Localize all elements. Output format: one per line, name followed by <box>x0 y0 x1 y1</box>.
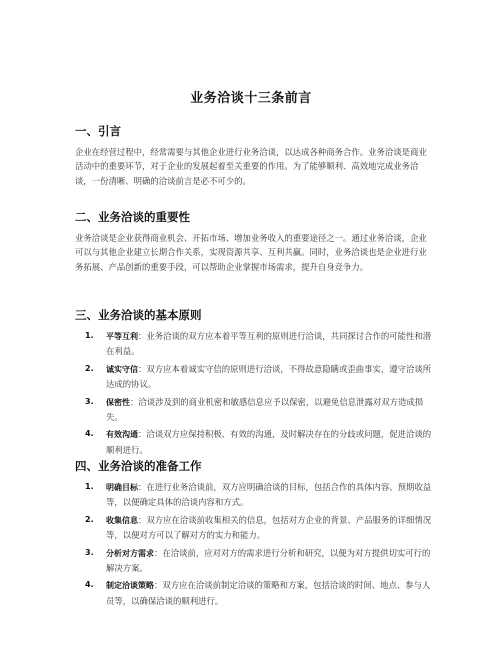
item-number: 4. <box>85 429 94 439</box>
item-text: ：洽谈双方应保持积极、有效的沟通，及时解决存在的分歧或问题，促进洽谈的顺利进行。 <box>106 429 432 455</box>
item-term: 保密性 <box>106 397 130 407</box>
item-term: 平等互利 <box>106 332 138 341</box>
item-number: 1. <box>85 331 94 340</box>
item-text: ：双方应本着诚实守信的原则进行洽谈，不得故意隐瞒或歪曲事实，遵守洽谈所达成的协议。 <box>106 363 432 390</box>
item-term: 制定洽谈策略 <box>106 581 154 591</box>
item-number: 1. <box>85 482 94 491</box>
list-item <box>75 427 435 457</box>
section-principles <box>75 307 435 460</box>
item-text: ：双方应在洽谈前制定洽谈的策略和方案，包括洽谈的时间、地点、参与人员等，以确保洽谈的顺利进行。 <box>106 580 431 606</box>
section-preparation <box>75 458 435 611</box>
item-text: ：在洽谈前，应对对方的需求进行分析和研究，以便为对方提供切实可行的解决方案。 <box>106 547 431 574</box>
section-heading: 一、引言 <box>75 124 121 138</box>
list-item <box>75 362 435 392</box>
item-number: 2. <box>85 363 94 373</box>
item-text: ：在进行业务洽谈前，双方应明确洽谈的目标，包括合作的具体内容、预期收益等，以便确定具体的洽谈内容和方式。 <box>106 482 432 508</box>
item-text: ：业务洽谈的双方应本着平等互利的原则进行洽谈，共同探讨合作的可能性和潜在利益。 <box>106 331 432 357</box>
section-heading: 四、业务洽谈的准备工作 <box>75 459 202 473</box>
item-term: 明确目标 <box>106 483 138 492</box>
list-item <box>75 513 435 543</box>
item-number: 2. <box>85 514 94 524</box>
section-importance <box>75 209 435 274</box>
preparation-list <box>75 480 435 608</box>
item-term: 分析对方需求 <box>106 548 154 558</box>
list-item <box>75 578 435 608</box>
item-number: 3. <box>85 547 94 557</box>
list-item <box>75 329 435 359</box>
list-item <box>75 480 435 510</box>
section-paragraph: 业务洽谈是企业获得商业机会、开拓市场、增加业务收入的重要途径之一。通过业务洽谈，企业可以与其他企业建立长期合作关系，实现资源共享、互利共赢。同时，业务洽谈也是企业进行业务拓展、产品创新的重要手段，可以帮助企业掌握市场需求，提升自身竞争力。 <box>75 233 427 272</box>
document-title: 业务洽谈十三条前言 <box>190 91 312 106</box>
list-item <box>75 395 435 425</box>
item-number: 3. <box>85 396 94 406</box>
item-term: 有效沟通 <box>106 430 138 440</box>
item-term: 收集信息 <box>106 515 138 525</box>
section-paragraph: 企业在经营过程中，经常需要与其他企业进行业务洽谈，以达成各种商务合作。业务洽谈是商业活动中的重要环节，对于企业的发展起着至关重要的作用。为了能够顺利、高效地完成业务洽谈，一份清晰、明确的洽谈前言是必不可少的。 <box>75 147 427 186</box>
item-term: 诚实守信 <box>106 364 138 374</box>
section-heading: 三、业务洽谈的基本原则 <box>75 308 202 322</box>
section-heading: 二、业务洽谈的重要性 <box>75 210 190 224</box>
principles-list <box>75 329 435 457</box>
section-introduction <box>75 123 435 188</box>
item-text: ：双方应在洽谈前收集相关的信息，包括对方企业的背景、产品服务的详细情况等，以便对方可以了解对方的实力和能力。 <box>106 514 432 541</box>
item-text: ：洽谈涉及到的商业机密和敏感信息应予以保密，以避免信息泄露对双方造成损失。 <box>106 396 424 423</box>
list-item <box>75 546 435 576</box>
item-number: 4. <box>85 580 94 590</box>
